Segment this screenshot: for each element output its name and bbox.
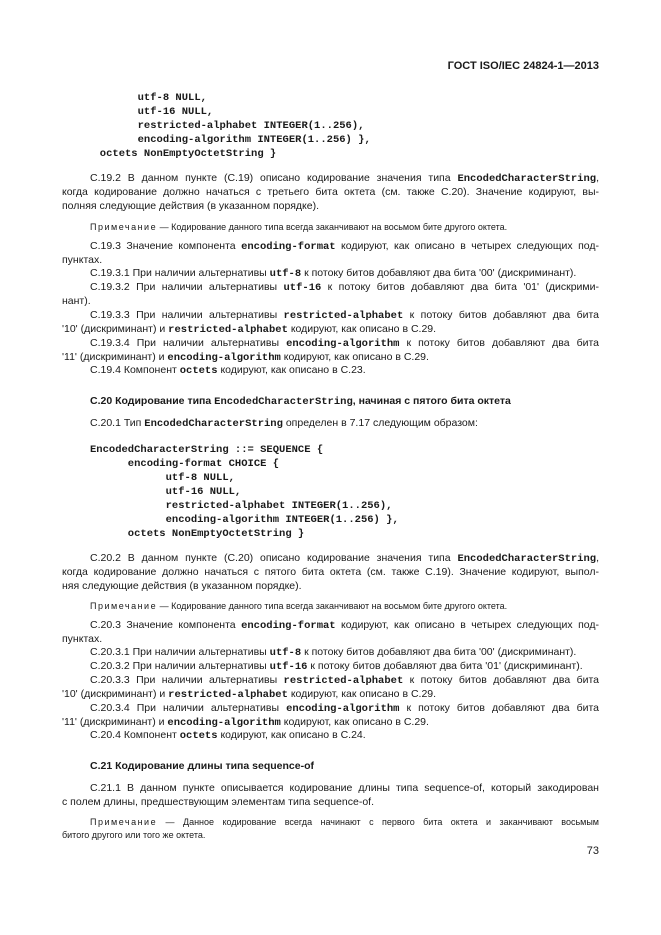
document-header: ГОСТ ISO/IEC 24824-1—2013	[447, 60, 599, 72]
section-heading-c21: С.21 Кодирование длины типа sequence-of	[90, 760, 314, 772]
note: Примечание — Данное кодирование всегда начинают с первого бита октета и заканчивают восьмым	[90, 817, 599, 827]
paragraph-c1933: С.19.3.3 При наличии альтернативы restricted-alphabet к потоку битов добавляют два бита	[90, 309, 600, 322]
code-line: utf-16 NULL,	[62, 106, 214, 118]
code-line: restricted-alphabet INTEGER(1..256),	[62, 120, 365, 132]
paragraph-line: '11' (дискриминант) и encoding-algorithm кодируют, как описано в С.29.	[62, 716, 429, 729]
paragraph-c204: С.20.4 Компонент octets кодируют, как описано в С.24.	[90, 729, 366, 742]
paragraph-c1931: С.19.3.1 При наличии альтернативы utf-8 к потоку битов добавляют два бита '00' (дискриминант).	[90, 267, 577, 280]
paragraph-c2033: С.20.3.3 При наличии альтернативы restricted-alphabet к потоку битов добавляют два бита	[90, 674, 600, 687]
paragraph-c194: С.19.4 Компонент octets кодируют, как описано в С.23.	[90, 364, 366, 377]
paragraph-c2034: С.20.3.4 При наличии альтернативы encoding-algorithm к потоку битов добавляют два бита	[90, 702, 600, 715]
paragraph-line: когда кодирование должно начаться с третьего бита октета (см. также С.20). Значение кодируют, вы-	[62, 186, 599, 198]
paragraph-line: когда кодирование должно начаться с пятого бита октета (см. также С.19). Значение кодируют, выпол-	[62, 566, 599, 578]
note-line: битого другого или того же октета.	[62, 830, 206, 840]
paragraph-line: '11' (дискриминант) и encoding-algorithm кодируют, как описано в С.29.	[62, 351, 429, 364]
paragraph-c193: С.19.3 Значение компонента encoding-format кодируют, как описано в четырех следующих под-	[90, 240, 600, 253]
paragraph-line: '10' (дискриминант) и restricted-alphabet кодируют, как описано в С.29.	[62, 688, 437, 701]
paragraph-c202: С.20.2 В данном пункте (С.20) описано кодирование значения типа EncodedCharacterString,	[90, 552, 599, 565]
paragraph-c2031: С.20.3.1 При наличии альтернативы utf-8 к потоку битов добавляют два бита '00' (дискриминант).	[90, 646, 577, 659]
code-line: encoding-algorithm INTEGER(1..256) },	[90, 514, 399, 526]
code-line: utf-16 NULL,	[90, 486, 242, 498]
paragraph-line: нант).	[62, 295, 91, 307]
paragraph-line: пунктах.	[62, 633, 103, 645]
paragraph-line: полняя следующие действия (в указанном порядке).	[62, 200, 319, 212]
note: Примечание — Кодирование данного типа всегда заканчивают на восьмом бите другого октета.	[90, 222, 508, 232]
paragraph-c203: С.20.3 Значение компонента encoding-format кодируют, как описано в четырех следующих под-	[90, 619, 600, 632]
code-line: utf-8 NULL,	[62, 92, 207, 104]
paragraph-line: пунктах.	[62, 254, 103, 266]
section-heading-c20: С.20 Кодирование типа EncodedCharacterString, начиная с пятого бита октета	[90, 395, 511, 408]
code-line: octets NonEmptyOctetString }	[90, 528, 305, 540]
code-line: restricted-alphabet INTEGER(1..256),	[90, 500, 393, 512]
note: Примечание — Кодирование данного типа всегда заканчивают на восьмом бите другого октета.	[90, 601, 508, 611]
code-line: EncodedCharacterString ::= SEQUENCE {	[90, 444, 324, 456]
paragraph-line: няя следующие действия (в указанном порядке).	[62, 580, 302, 592]
paragraph-c211: С.21.1 В данном пункте описывается кодирование длины типа sequence-of, который закодирован	[90, 782, 599, 794]
paragraph-c192: С.19.2 В данном пункте (С.19) описано кодирование значения типа EncodedCharacterString,	[90, 172, 599, 185]
code-line: encoding-format CHOICE {	[90, 458, 280, 470]
page-number: 73	[586, 845, 599, 857]
code-line: utf-8 NULL,	[90, 472, 235, 484]
paragraph-line: с полем длины, предшествующим элементам типа sequence-of.	[62, 796, 375, 808]
paragraph-c1932: С.19.3.2 При наличии альтернативы utf-16 к потоку битов добавляют два бита '01' (дискрими-	[90, 281, 600, 294]
code-line: encoding-algorithm INTEGER(1..256) },	[62, 134, 371, 146]
paragraph-c201: С.20.1 Тип EncodedCharacterString определен в 7.17 следующим образом:	[90, 417, 478, 430]
paragraph-line: '10' (дискриминант) и restricted-alphabet кодируют, как описано в С.29.	[62, 323, 437, 336]
code-line: octets NonEmptyOctetString }	[62, 148, 277, 160]
paragraph-c2032: С.20.3.2 При наличии альтернативы utf-16 к потоку битов добавляют два бита '01' (дискриминант).	[90, 660, 583, 673]
paragraph-c1934: С.19.3.4 При наличии альтернативы encoding-algorithm к потоку битов добавляют два бита	[90, 337, 600, 350]
